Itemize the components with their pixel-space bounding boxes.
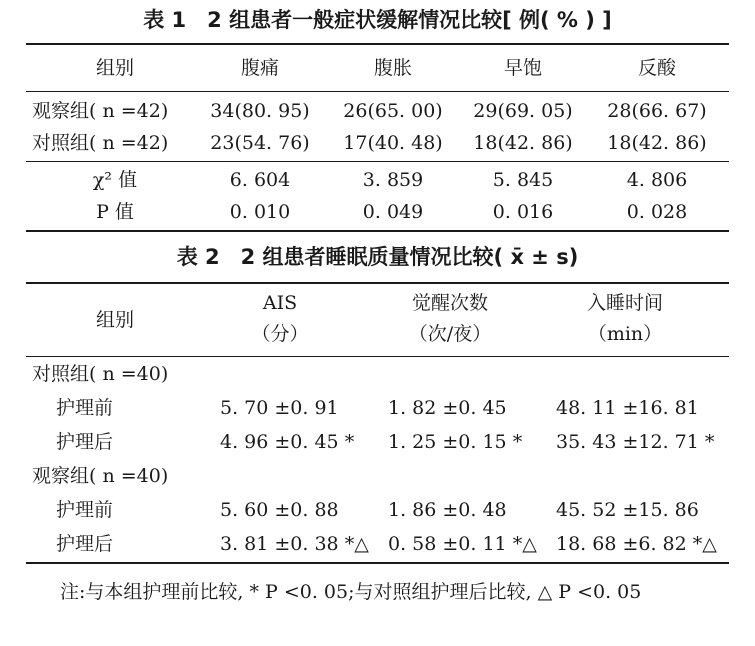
table2-cell: 35. 43 ±12. 71 * (556, 431, 715, 453)
table1-cell: 0. 028 (626, 201, 688, 223)
table1-header-abdominal-pain: 腹痛 (240, 57, 280, 79)
table1-cell: 18(42. 86) (473, 132, 573, 154)
table2-cell: 5. 60 ±0. 88 (220, 499, 339, 521)
table1-top-rule (26, 43, 729, 45)
table2-cell: 0. 58 ±0. 11 *△ (388, 533, 537, 555)
table2-cell: 18. 68 ±6. 82 *△ (556, 533, 717, 555)
table1-cell: 28(66. 67) (607, 100, 707, 122)
table2-row-label: 护理前 (56, 499, 114, 521)
table1-title: 表 1 2 组患者一般症状缓解情况比较[ 例( % ) ] (143, 8, 612, 32)
table2-row-label: 护理后 (56, 431, 114, 453)
table1-header-rule (26, 91, 729, 92)
table1-cell: 26(65. 00) (343, 100, 443, 122)
table2-cell: 1. 82 ±0. 45 (388, 397, 507, 419)
table2-cell: 4. 96 ±0. 45 * (220, 431, 355, 453)
table2-cell: 3. 81 ±0. 38 *△ (220, 533, 369, 555)
table1-cell: 18(42. 86) (607, 132, 707, 154)
table2-header-rule (26, 356, 729, 357)
table1-bottom-rule (26, 230, 729, 232)
table2-cell: 1. 25 ±0. 15 * (388, 431, 523, 453)
table1-cell: 0. 010 (229, 201, 291, 223)
table2-bottom-rule (26, 562, 729, 564)
table1-header-bloating: 腹胀 (373, 57, 413, 79)
table2-cell: 5. 70 ±0. 91 (220, 397, 339, 419)
table2-row-label: 护理后 (56, 533, 114, 555)
table1-cell: 17(40. 48) (343, 132, 443, 154)
table2-header-wake-count: 觉醒次数 （次/夜） (408, 292, 492, 345)
table1-row-p-value-label: P 值 (96, 201, 134, 223)
table1-cell: 4. 806 (626, 169, 688, 191)
table1-cell: 23(54. 76) (210, 132, 310, 154)
table1-cell: 3. 859 (362, 169, 424, 191)
table2-row-label: 护理前 (56, 397, 114, 419)
table2-footnote: 注:与本组护理前比较, * P <0. 05;与对照组护理后比较, △ P <0. 05 (60, 581, 642, 603)
table1-cell: 5. 845 (492, 169, 554, 191)
table2-group-observation-label: 观察组( n =40) (32, 465, 169, 487)
table1-cell: 29(69. 05) (473, 100, 573, 122)
table1-cell: 0. 016 (492, 201, 554, 223)
table1-cell: 0. 049 (362, 201, 424, 223)
table2-group-control-label: 对照组( n =40) (32, 363, 169, 385)
table2-top-rule (26, 282, 729, 284)
table2-header-sleep-latency: 入睡时间 （min） (586, 292, 664, 345)
table2-cell: 48. 11 ±16. 81 (556, 397, 699, 419)
table1-row-chi-square-label: χ² 值 (92, 169, 138, 191)
table1-row-control-label: 对照组( n =42) (32, 132, 169, 154)
table1-row-observation-label: 观察组( n =42) (32, 100, 169, 122)
table2-cell: 1. 86 ±0. 48 (388, 499, 507, 521)
table2-title: 表 2 2 组患者睡眠质量情况比较( x̄ ± s) (176, 245, 579, 269)
table2-cell: 45. 52 ±15. 86 (556, 499, 699, 521)
table1-header-group: 组别 (95, 57, 135, 79)
table1-stats-rule (26, 161, 729, 162)
table2-header-group: 组别 (95, 309, 135, 331)
table2-header-ais: AIS （分） (251, 292, 309, 345)
table1-cell: 6. 604 (229, 169, 291, 191)
table1-header-acid-reflux: 反酸 (637, 57, 677, 79)
table1-cell: 34(80. 95) (210, 100, 310, 122)
table1-header-early-satiety: 早饱 (503, 57, 543, 79)
